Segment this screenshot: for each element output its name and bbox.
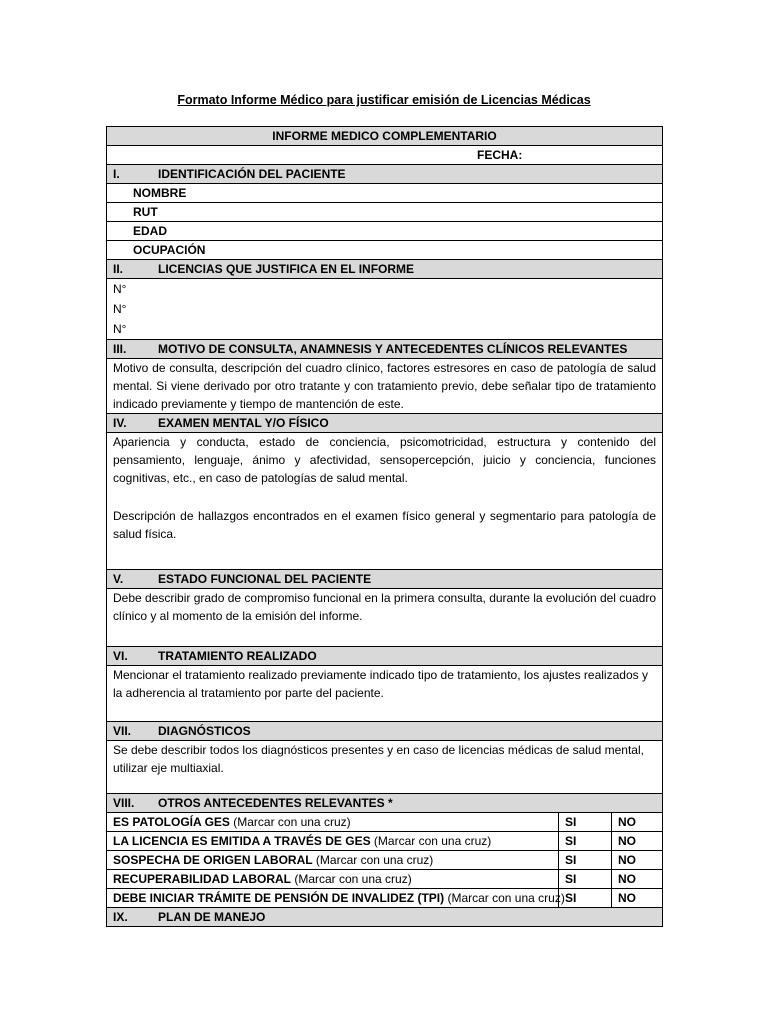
report-header-row bbox=[107, 127, 663, 146]
antecedent-question: LA LICENCIA ES EMITIDA A TRAVÉS DE GES (Marcar con una cruz) bbox=[107, 832, 559, 851]
document-title: Formato Informe Médico para justificar emisión de Licencias Médicas bbox=[177, 93, 591, 107]
license-number-field[interactable]: N° bbox=[113, 322, 127, 336]
section-number: V. bbox=[113, 572, 124, 586]
license-number-field[interactable]: N° bbox=[113, 282, 127, 296]
section-header-other-antecedents bbox=[107, 794, 663, 813]
functional-body-row bbox=[107, 589, 663, 647]
date-field[interactable]: FECHA: bbox=[107, 146, 663, 165]
functional-text[interactable]: Debe describir grado de compromiso funcional en la primera consulta, durante la evolución del cuadro clínico y al momento de la emisión del informe. bbox=[107, 589, 663, 647]
license-numbers-row bbox=[107, 279, 663, 340]
section-title: ESTADO FUNCIONAL DEL PACIENTE bbox=[158, 572, 372, 586]
antecedent-row bbox=[107, 832, 663, 851]
antecedent-row bbox=[107, 813, 663, 832]
section-number: IV. bbox=[113, 416, 127, 430]
yes-checkbox[interactable]: SI bbox=[559, 851, 612, 870]
section-title: LICENCIAS QUE JUSTIFICA EN EL INFORME bbox=[158, 262, 415, 276]
no-checkbox[interactable]: NO bbox=[612, 851, 663, 870]
section-number: II. bbox=[113, 262, 124, 276]
consultation-body-row bbox=[107, 359, 663, 414]
section-number: I. bbox=[113, 167, 120, 181]
no-checkbox[interactable]: NO bbox=[612, 832, 663, 851]
section-number: VIII. bbox=[113, 796, 135, 810]
exam-text-cell[interactable] bbox=[107, 433, 663, 570]
patient-name-field[interactable]: NOMBRE bbox=[107, 184, 663, 203]
section-title: PLAN DE MANEJO bbox=[158, 910, 266, 924]
antecedent-row bbox=[107, 889, 663, 908]
medical-report-form bbox=[106, 126, 663, 927]
no-checkbox[interactable]: NO bbox=[612, 870, 663, 889]
patient-rut-field[interactable]: RUT bbox=[107, 203, 663, 222]
section-number: III. bbox=[113, 342, 127, 356]
section-title: IDENTIFICACIÓN DEL PACIENTE bbox=[158, 167, 346, 181]
section-title: MOTIVO DE CONSULTA, ANAMNESIS Y ANTECEDENTES CLÍNICOS RELEVANTES bbox=[158, 342, 628, 356]
antecedent-question: RECUPERABILIDAD LABORAL (Marcar con una cruz) bbox=[107, 870, 559, 889]
treatment-text[interactable]: Mencionar el tratamiento realizado previamente indicado tipo de tratamiento, los ajustes realizados y la adherencia al tratamiento por parte del paciente. bbox=[107, 666, 663, 722]
mental-exam-text: Apariencia y conducta, estado de conciencia, psicomotricidad, estructura y contenido del pensamiento, lenguaje, ánimo y afectividad, sensopercepción, juicio y conciencia, funciones cognitivas, etc., en caso de patologías de salud mental. bbox=[113, 435, 657, 485]
section-title: OTROS ANTECEDENTES RELEVANTES * bbox=[158, 796, 393, 810]
no-checkbox[interactable]: NO bbox=[612, 813, 663, 832]
antecedent-row bbox=[107, 851, 663, 870]
section-number: VI. bbox=[113, 649, 128, 663]
yes-checkbox[interactable]: SI bbox=[559, 889, 612, 908]
section-header-treatment bbox=[107, 647, 663, 666]
section-header-licenses bbox=[107, 260, 663, 279]
section-header-management-plan bbox=[107, 908, 663, 927]
section-title: TRATAMIENTO REALIZADO bbox=[158, 649, 317, 663]
section-title: DIAGNÓSTICOS bbox=[158, 724, 251, 738]
patient-age-field[interactable]: EDAD bbox=[107, 222, 663, 241]
section-header-exam bbox=[107, 414, 663, 433]
yes-checkbox[interactable]: SI bbox=[559, 832, 612, 851]
no-checkbox[interactable]: NO bbox=[612, 889, 663, 908]
exam-body-row bbox=[107, 433, 663, 570]
antecedent-row bbox=[107, 870, 663, 889]
section-number: IX. bbox=[113, 910, 128, 924]
treatment-body-row bbox=[107, 666, 663, 722]
consultation-text[interactable]: Motivo de consulta, descripción del cuadro clínico, factores estresores en caso de patología de salud mental. Si viene derivado por otro tratante y con tratamiento previo, debe señalar tipo de tratamiento indicado previamente y tiempo de mantención de este. bbox=[107, 359, 663, 414]
section-header-diagnoses bbox=[107, 722, 663, 741]
diagnoses-body-row bbox=[107, 741, 663, 794]
section-header-consultation bbox=[107, 340, 663, 359]
antecedent-question: DEBE INICIAR TRÁMITE DE PENSIÓN DE INVALIDEZ (TPI) (Marcar con una cruz) bbox=[107, 889, 559, 908]
date-row bbox=[107, 146, 663, 165]
diagnoses-text[interactable]: Se debe describir todos los diagnósticos presentes y en caso de licencias médicas de salud mental, utilizar eje multiaxial. bbox=[107, 741, 663, 794]
report-header-label: INFORME MEDICO COMPLEMENTARIO bbox=[107, 127, 663, 146]
section-title: EXAMEN MENTAL Y/O FÍSICO bbox=[158, 416, 329, 430]
patient-occupation-field[interactable]: OCUPACIÓN bbox=[107, 241, 663, 260]
yes-checkbox[interactable]: SI bbox=[559, 870, 612, 889]
antecedent-question: ES PATOLOGÍA GES (Marcar con una cruz) bbox=[107, 813, 559, 832]
license-number-field[interactable]: N° bbox=[113, 302, 127, 316]
section-number: VII. bbox=[113, 724, 132, 738]
section-header-identification bbox=[107, 165, 663, 184]
antecedent-question: SOSPECHA DE ORIGEN LABORAL (Marcar con una cruz) bbox=[107, 851, 559, 870]
yes-checkbox[interactable]: SI bbox=[559, 813, 612, 832]
section-header-functional bbox=[107, 570, 663, 589]
physical-exam-text: Descripción de hallazgos encontrados en el examen físico general y segmentario para patología de salud física. bbox=[113, 509, 657, 541]
